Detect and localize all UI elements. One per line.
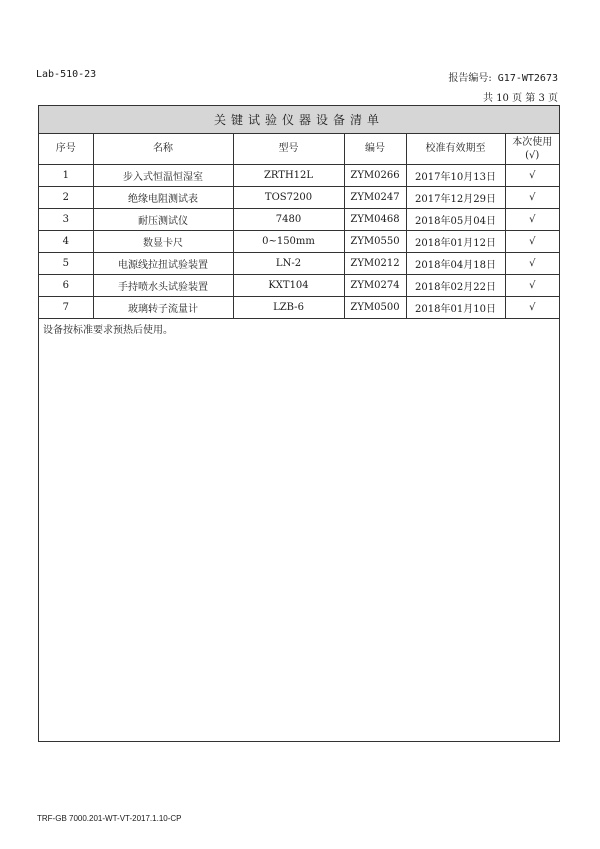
equipment-code: ZYM0274 [344,275,406,297]
table-row [39,297,559,319]
equipment-model: LN-2 [233,253,344,275]
equipment-name: 手持喷水头试验装置 [93,275,233,297]
report-number-value: G17-WT2673 [497,73,558,84]
table-header-row [39,133,559,165]
table-row [39,187,559,209]
used-check: √ [505,231,559,253]
report-number-label: 报告编号: [448,73,492,84]
row-number: 2 [39,187,93,209]
calibration-expiry: 2018年02月22日 [406,275,505,297]
equipment-list-frame [38,105,560,742]
equipment-name: 电源线拉扭试验装置 [93,253,233,275]
used-check: √ [505,165,559,187]
remark-text: 设备按标准要求预热后使用。 [43,325,173,336]
page-info: 共 10 页 第 3 页 [483,93,558,104]
equipment-code: ZYM0247 [344,187,406,209]
table-row [39,165,559,187]
equipment-model: TOS7200 [233,187,344,209]
report-number [448,69,558,84]
equipment-code: ZYM0468 [344,209,406,231]
column-header-no: 序号 [39,133,93,165]
equipment-model: LZB-6 [233,297,344,319]
used-check: √ [505,253,559,275]
equipment-model: 7480 [233,209,344,231]
equipment-code: ZYM0550 [344,231,406,253]
table-row [39,253,559,275]
row-number: 5 [39,253,93,275]
column-header-model: 型号 [233,133,344,165]
column-header-name: 名称 [93,133,233,165]
calibration-expiry: 2017年10月13日 [406,165,505,187]
calibration-expiry: 2018年04月18日 [406,253,505,275]
table-row [39,275,559,297]
lab-code: Lab-510-23 [36,69,97,80]
row-number: 6 [39,275,93,297]
used-check: √ [505,187,559,209]
calibration-expiry: 2018年01月12日 [406,231,505,253]
equipment-name: 耐压测试仪 [93,209,233,231]
column-header-expiry: 校准有效期至 [406,133,505,165]
equipment-name: 绝缘电阻测试表 [93,187,233,209]
used-check: √ [505,275,559,297]
equipment-table [39,133,559,319]
table-row [39,231,559,253]
equipment-code: ZYM0500 [344,297,406,319]
column-header-used [505,133,559,165]
equipment-code: ZYM0266 [344,165,406,187]
column-header-code: 编号 [344,133,406,165]
column-header-used-label: 本次使用 [512,136,553,148]
equipment-name: 玻璃转子流量计 [93,297,233,319]
table-row [39,209,559,231]
used-check: √ [505,209,559,231]
column-header-used-check: (√) [525,149,540,161]
row-number: 1 [39,165,93,187]
used-check: √ [505,297,559,319]
row-number: 7 [39,297,93,319]
form-code: TRF-GB 7000.201-WT-VT-2017.1.10-CP [37,814,182,823]
calibration-expiry: 2017年12月29日 [406,187,505,209]
row-number: 3 [39,209,93,231]
equipment-model: KXT104 [233,275,344,297]
row-number: 4 [39,231,93,253]
equipment-model: ZRTH12L [233,165,344,187]
calibration-expiry: 2018年05月04日 [406,209,505,231]
equipment-code: ZYM0212 [344,253,406,275]
table-title: 关键试验仪器设备清单 [39,106,559,134]
calibration-expiry: 2018年01月10日 [406,297,505,319]
equipment-name: 数显卡尺 [93,231,233,253]
equipment-name: 步入式恒温恒湿室 [93,165,233,187]
equipment-model: 0~150mm [233,231,344,253]
